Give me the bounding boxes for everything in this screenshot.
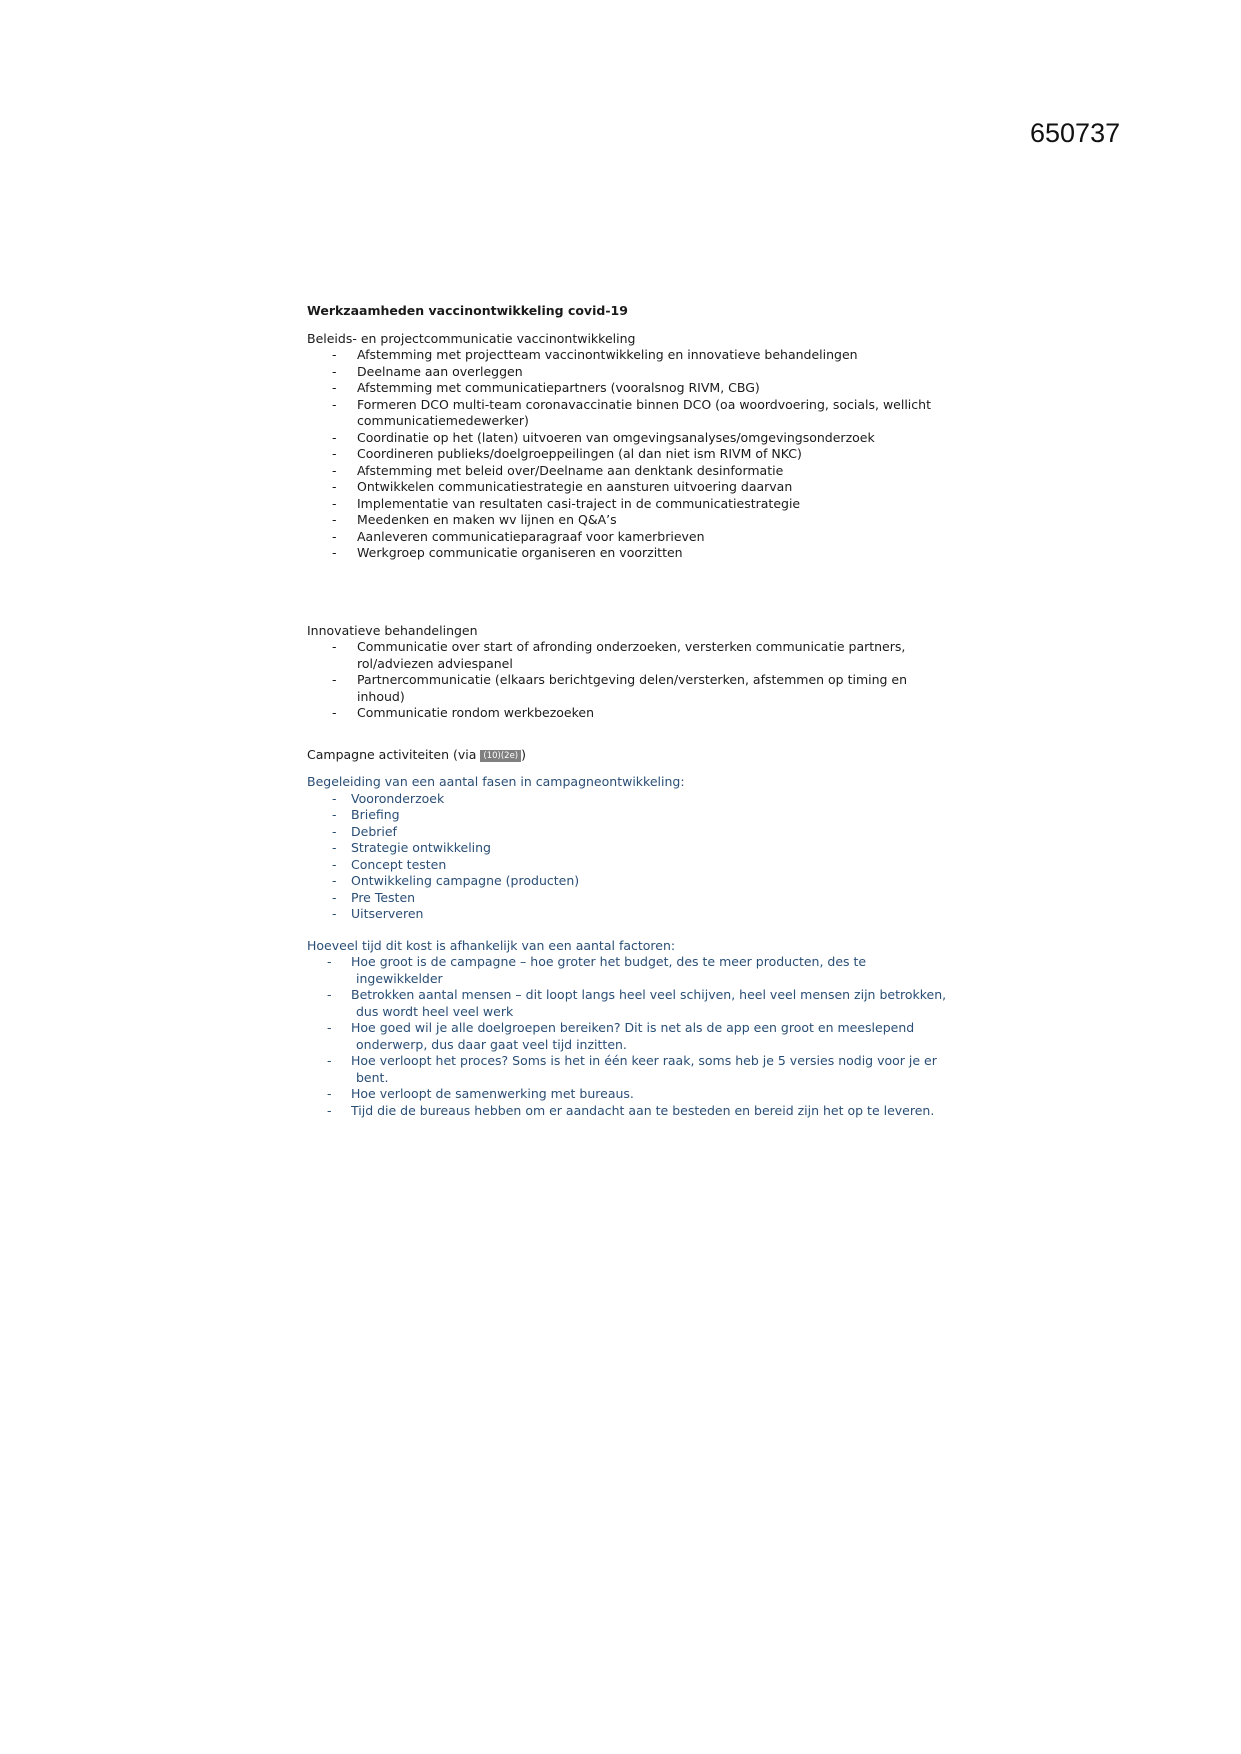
section3-list	[307, 791, 947, 923]
list-item: - Betrokken aantal mensen – dit loopt langs heel veel schijven, heel veel mensen zijn betrokken, dus wordt heel veel werk	[307, 987, 947, 1020]
list-item: - Strategie ontwikkeling	[307, 840, 947, 857]
section2-list	[307, 639, 947, 722]
list-item: - Formeren DCO multi-team coronavaccinatie binnen DCO (oa woordvoering, socials, wellicht communicatiemedewerker)	[307, 397, 947, 430]
list-item: - Afstemming met projectteam vaccinontwikkeling en innovatieve behandelingen	[307, 347, 947, 364]
list-item: - Communicatie rondom werkbezoeken	[307, 705, 947, 722]
list-item: - Concept testen	[307, 857, 947, 874]
list-item: - Hoe groot is de campagne – hoe groter het budget, des te meer producten, des te ingewikkelder	[307, 954, 947, 987]
section4-list	[307, 954, 947, 1119]
list-item: - Werkgroep communicatie organiseren en voorzitten	[307, 545, 947, 562]
list-item: - Ontwikkeling campagne (producten)	[307, 873, 947, 890]
redaction-box: (10)(2e)	[480, 750, 521, 762]
list-item: - Tijd die de bureaus hebben om er aandacht aan te besteden en bereid zijn het op te leveren.	[307, 1103, 947, 1120]
document-title: Werkzaamheden vaccinontwikkeling covid-19	[307, 303, 628, 318]
list-item: - Hoe verloopt de samenwerking met bureaus.	[307, 1086, 947, 1103]
section1-list	[307, 347, 947, 562]
section3-heading-suffix: )	[521, 746, 526, 762]
section2-heading: Innovatieve behandelingen	[307, 622, 478, 638]
list-item: - Deelname aan overleggen	[307, 364, 947, 381]
section4-heading: Hoeveel tijd dit kost is afhankelijk van een aantal factoren:	[307, 937, 676, 953]
list-item: - Debrief	[307, 824, 947, 841]
list-item: - Hoe goed wil je alle doelgroepen bereiken? Dit is net als de app een groot en meeslepend onderwerp, dus daar gaat veel tijd inzitten.	[307, 1020, 947, 1053]
section1-heading: Beleids- en projectcommunicatie vaccinontwikkeling	[307, 330, 636, 346]
section3-heading-prefix: Campagne activiteiten (via	[307, 746, 481, 762]
list-item: - Hoe verloopt het proces? Soms is het in één keer raak, soms heb je 5 versies nodig voor je er bent.	[307, 1053, 947, 1086]
list-item: - Vooronderzoek	[307, 791, 947, 808]
document-body	[307, 303, 947, 1119]
list-item: - Implementatie van resultaten casi-traject in de communicatiestrategie	[307, 496, 947, 513]
list-item: - Ontwikkelen communicatiestrategie en aansturen uitvoering daarvan	[307, 479, 947, 496]
list-item: - Uitserveren	[307, 906, 947, 923]
list-item: - Coordinatie op het (laten) uitvoeren van omgevingsanalyses/omgevingsonderzoek	[307, 430, 947, 447]
list-item: - Meedenken en maken wv lijnen en Q&A’s	[307, 512, 947, 529]
list-item: - Afstemming met beleid over/Deelname aan denktank desinformatie	[307, 463, 947, 480]
list-item: - Partnercommunicatie (elkaars berichtgeving delen/versterken, afstemmen op timing en inhoud)	[307, 672, 947, 705]
list-item: - Aanleveren communicatieparagraaf voor kamerbrieven	[307, 529, 947, 546]
document-number: 650737	[1030, 118, 1121, 148]
list-item: - Pre Testen	[307, 890, 947, 907]
list-item: - Briefing	[307, 807, 947, 824]
list-item: - Afstemming met communicatiepartners (vooralsnog RIVM, CBG)	[307, 380, 947, 397]
list-item: - Coordineren publieks/doelgroeppeilingen (al dan niet ism RIVM of NKC)	[307, 446, 947, 463]
list-item: - Communicatie over start of afronding onderzoeken, versterken communicatie partners, rol/adviezen adviespanel	[307, 639, 947, 672]
section3-heading	[307, 747, 947, 764]
section3-subheading: Begeleiding van een aantal fasen in campagneontwikkeling:	[307, 774, 685, 789]
